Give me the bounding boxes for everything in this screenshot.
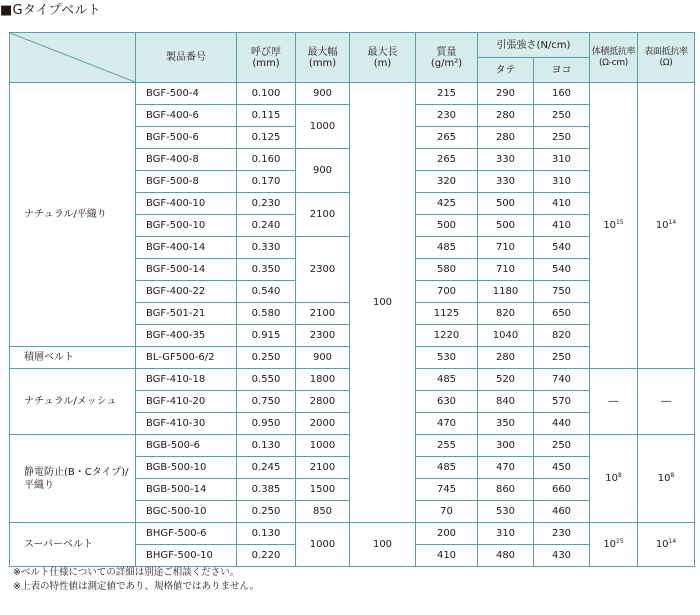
product-cell: BHGF-500-10 [136,545,237,567]
footnote: ※ベルト仕様についての詳細は別途ご相談ください。 [13,567,240,578]
product-cell: BGB-500-6 [136,435,237,457]
tate-cell: 280 [478,127,534,149]
spec-table [9,32,695,567]
header-yoko: ヨコ [534,58,590,83]
header-tensile: 引張強さ(N/cm) [478,33,590,58]
thickness-cell: 0.350 [237,259,296,281]
thickness-cell: 0.100 [237,83,296,105]
volume-resistivity-super: $10^{15}$ [590,523,638,567]
tate-cell: 500 [478,215,534,237]
thickness-cell: 0.170 [237,171,296,193]
header-volume-resistivity: 体積抵抗率 (Ω-cm) [590,33,638,83]
tate-cell: 820 [478,303,534,325]
tate-cell: 710 [478,259,534,281]
thickness-cell: 0.240 [237,215,296,237]
tate-cell: 300 [478,435,534,457]
product-cell: BGF-500-10 [136,215,237,237]
width-cell: 900 [296,347,350,369]
mass-cell: 265 [416,149,478,171]
tate-cell: 1040 [478,325,534,347]
width-cell: 1000 [296,435,350,457]
width-cell: 900 [296,149,350,193]
volume-resistivity-natural: $10^{15}$ [590,83,638,369]
yoko-cell: 450 [534,457,590,479]
mass-cell: 630 [416,391,478,413]
tate-cell: 520 [478,369,534,391]
tate-cell: 480 [478,545,534,567]
tate-cell: 290 [478,83,534,105]
mass-cell: 320 [416,171,478,193]
yoko-cell: 430 [534,545,590,567]
tate-cell: 280 [478,105,534,127]
width-cell: 1500 [296,479,350,501]
yoko-cell: 570 [534,391,590,413]
tate-cell: 710 [478,237,534,259]
tate-cell: 460 [534,501,590,523]
table-row [10,83,695,105]
width-cell: 900 [296,83,350,105]
yoko-cell: 250 [534,127,590,149]
page-title: ■Gタイプベルト [0,3,101,18]
yoko-cell: 160 [534,83,590,105]
mass-cell: 200 [416,523,478,545]
thickness-cell: 0.750 [237,391,296,413]
mass-cell: 470 [416,413,478,435]
yoko-cell: 540 [534,237,590,259]
footnotes [13,566,259,594]
thickness-cell: 0.130 [237,435,296,457]
thickness-cell: 0.230 [237,193,296,215]
yoko-cell: 250 [534,347,590,369]
yoko-cell: 250 [534,435,590,457]
product-cell: BHGF-500-6 [136,523,237,545]
width-cell: 2300 [296,325,350,347]
yoko-cell: 230 [534,523,590,545]
category-natural-mesh: ナチュラル/メッシュ [10,369,136,435]
width-cell: 2100 [296,303,350,325]
product-cell: BGF-400-22 [136,281,237,303]
width-cell: 2000 [296,413,350,435]
thickness-cell: 0.330 [237,237,296,259]
tate-cell: 310 [478,523,534,545]
header-max-length: 最大長 (m) [350,33,416,83]
product-cell: BGB-500-10 [136,457,237,479]
header-mass: 質量 (g/m²) [416,33,478,83]
surface-resistivity-natural: $10^{14}$ [638,83,695,369]
header-tate: タテ [478,58,534,83]
product-cell: BGF-500-4 [136,83,237,105]
mass-cell: 410 [416,545,478,567]
thickness-cell: 0.385 [237,479,296,501]
product-cell: BGF-410-20 [136,391,237,413]
thickness-cell: 0.580 [237,303,296,325]
volume-resistivity-mesh: ― [590,369,638,435]
mass-cell: 255 [416,435,478,457]
thickness-cell: 0.250 [237,501,296,523]
thickness-cell: 0.915 [237,325,296,347]
mass-cell: 500 [416,215,478,237]
product-cell: BGF-500-6 [136,127,237,149]
category-antistatic: 静電防止(B・Cタイプ)/ 平織り [10,435,136,523]
header-diagonal-cell [10,33,136,83]
length-cell: 70 [416,501,478,523]
product-cell: BGF-501-21 [136,303,237,325]
category-laminated: 積層ベルト [10,347,136,369]
thickness-cell: 0.220 [237,545,296,567]
length-cell: 100 [350,83,416,523]
yoko-cell: 540 [534,259,590,281]
mass-cell: 700 [416,281,478,303]
width-cell: 1800 [296,369,350,391]
yoko-cell: 250 [534,105,590,127]
length-cell: 100 [350,523,416,567]
surface-resistivity-mesh: ― [638,369,695,435]
thickness-cell: 0.130 [237,523,296,545]
category-natural-plain: ナチュラル/平織り [10,83,136,347]
yoko-cell: 820 [534,325,590,347]
product-cell: BGF-400-6 [136,105,237,127]
product-cell: BGF-500-8 [136,171,237,193]
yoko-cell: 410 [534,193,590,215]
thickness-cell: 0.250 [237,347,296,369]
product-cell: BGB-500-14 [136,479,237,501]
width-cell: 2300 [296,237,350,303]
product-cell: BGF-410-30 [136,413,237,435]
tate-cell: 1180 [478,281,534,303]
header-surface-resistivity: 表面抵抗率 (Ω) [638,33,695,83]
mass-cell: 530 [478,501,534,523]
product-cell: BGC-500-10 [136,501,237,523]
tate-cell: 500 [478,193,534,215]
thickness-cell: 0.125 [237,127,296,149]
mass-cell: 1125 [416,303,478,325]
yoko-cell: 660 [534,479,590,501]
width-cell: 1000 [296,523,350,567]
tate-cell: 350 [478,413,534,435]
thickness-cell: 0.550 [237,369,296,391]
mass-cell: 745 [416,479,478,501]
header-max-width: 最大幅 (mm) [296,33,350,83]
mass-cell: 530 [416,347,478,369]
product-cell: BGF-400-10 [136,193,237,215]
mass-cell: 215 [416,83,478,105]
mass-cell: 485 [416,457,478,479]
product-cell: BGF-400-35 [136,325,237,347]
product-cell: BGF-400-14 [136,237,237,259]
mass-cell: 425 [416,193,478,215]
mass-cell: 265 [416,127,478,149]
footnote: ※上表の特性値は測定値であり、規格値ではありません。 [13,581,260,592]
thickness-cell: 0.115 [237,105,296,127]
thickness-cell: 0.245 [237,457,296,479]
width-cell: 1000 [296,105,350,149]
tate-cell: 330 [478,149,534,171]
tate-cell: 280 [478,347,534,369]
yoko-cell: 310 [534,149,590,171]
yoko-cell: 440 [534,413,590,435]
mass-cell: 580 [416,259,478,281]
width-cell: 850 [296,501,350,523]
surface-resistivity-antistatic: $10^8$ [638,435,695,523]
diagonal-line [10,33,135,82]
product-cell: BGF-400-8 [136,149,237,171]
yoko-cell: 310 [534,171,590,193]
table-header [10,33,695,83]
width-cell: 2100 [296,193,350,237]
width-cell: 2100 [296,457,350,479]
product-cell: BL-GF500-6/2 [136,347,237,369]
yoko-cell: 650 [534,303,590,325]
yoko-cell: 410 [534,215,590,237]
mass-cell: 485 [416,369,478,391]
width-cell: 2800 [296,391,350,413]
yoko-cell: 750 [534,281,590,303]
tate-cell: 330 [478,171,534,193]
header-product: 製品番号 [136,33,237,83]
yoko-cell: 740 [534,369,590,391]
volume-resistivity-antistatic: $10^8$ [590,435,638,523]
tate-cell: 470 [478,457,534,479]
thickness-cell: 0.540 [237,281,296,303]
header-thickness: 呼び厚 (mm) [237,33,296,83]
surface-resistivity-super: $10^{14}$ [638,523,695,567]
category-super: スーパーベルト [10,523,136,567]
mass-cell: 230 [416,105,478,127]
mass-cell: 485 [416,237,478,259]
product-cell: BGF-410-18 [136,369,237,391]
mass-cell: 1220 [416,325,478,347]
thickness-cell: 0.160 [237,149,296,171]
thickness-cell: 0.950 [237,413,296,435]
tate-cell: 860 [478,479,534,501]
tate-cell: 840 [478,391,534,413]
product-cell: BGF-500-14 [136,259,237,281]
table-row [10,523,695,545]
